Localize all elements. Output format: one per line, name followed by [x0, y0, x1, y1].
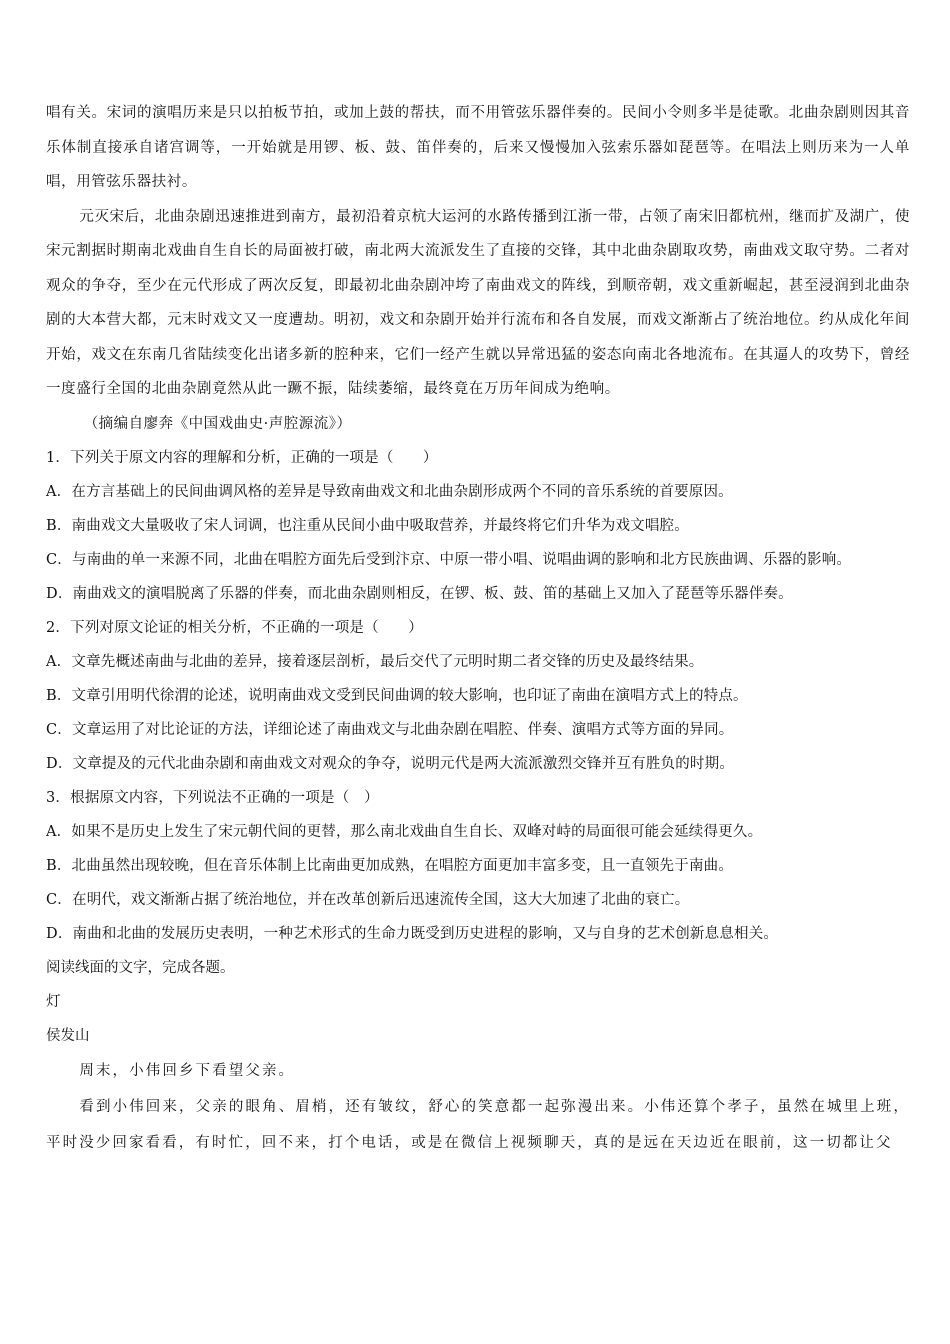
option-a: A．文章先概述南曲与北曲的差异，接着逐层剖析，最后交代了元明时期二者交锋的历史及最终结果。: [46, 653, 704, 670]
passage-source: （摘编自廖奔《中国戏曲史·声腔源流》）: [83, 415, 352, 432]
option-b: B．文章引用明代徐渭的论述，说明南曲戏文受到民间曲调的较大影响，也印证了南曲在演唱方式上的特点。: [46, 687, 748, 704]
story-author: 侯发山: [46, 1027, 90, 1044]
question-3: [46, 781, 910, 951]
option-a: A．如果不是历史上发生了宋元朝代间的更替，那么南北戏曲自生自长、双峰对峙的局面很可能会延续得更久。: [46, 823, 763, 840]
document-page: [46, 96, 910, 1161]
option-b: B．南曲戏文大量吸收了宋人词调，也注重从民间小曲中吸取营养，并最终将它们升华为戏文唱腔。: [46, 517, 689, 534]
option-d: D．南曲戏文的演唱脱离了乐器的伴奏，而北曲杂剧则相反，在锣、板、鼓、笛的基础上又加入了琵琶等乐器伴奏。: [46, 585, 793, 602]
option-c: C．文章运用了对比论证的方法，详细论述了南曲戏文与北曲杂剧在唱腔、伴奏、演唱方式等方面的异同。: [46, 721, 734, 738]
story-paragraph-2: 看到小伟回来，父亲的眼角、眉梢，还有皱纹，舒心的笑意都一起弥漫出来。小伟还算个孝子，虽然在城里上班，平时没少回家看看，有时忙，回不来，打个电话，或是在微信上视频聊天，真的是远在天边近在眼前，这一切都让父: [46, 1098, 910, 1151]
reading-passage: [46, 951, 910, 1161]
option-c: C．与南曲的单一来源不同，北曲在唱腔方面先后受到汴京、中原一带小唱、说唱曲调的影响和北方民族曲调、乐器的影响。: [46, 551, 852, 568]
option-c: C．在明代，戏文渐渐占据了统治地位，并在改革创新后迅速流传全国，这大大加速了北曲的衰亡。: [46, 891, 690, 908]
passage-paragraph-2: 元灭宋后，北曲杂剧迅速推进到南方，最初沿着京杭大运河的水路传播到江浙一带，占领了南宋旧都杭州，继而扩及湖广，使宋元割据时期南北戏曲自生自长的局面被打破，南北两大流派发生了直接的交锋，其中北曲杂剧取攻势，南曲戏文取守势。二者对观众的争夺，至少在元代形成了两次反复，即最初北曲杂剧冲垮了南曲戏文的阵线，到顺帝朝，戏文重新崛起，甚至浸润到北曲杂剧的大本营大都，元末时戏文又一度遭劫。明初，戏文和杂剧开始并行流布和各自发展，而戏文渐渐占了统治地位。约从成化年间开始，戏文在东南几省陆续变化出诸多新的腔种来，它们一经产生就以异常迅猛的姿态向南北各地流布。在其逼人的攻势下，曾经一度盛行全国的北曲杂剧竟然从此一蹶不振，陆续萎缩，最终竟在万历年间成为绝响。: [46, 208, 910, 397]
option-a: A．在方言基础上的民间曲调风格的差异是导致南曲戏文和北曲杂剧形成两个不同的音乐系统的首要原因。: [46, 483, 733, 500]
essay-passage: [46, 96, 910, 441]
question-stem: 3．根据原文内容，下列说法不正确的一项是（ ）: [46, 789, 379, 806]
passage-paragraph-1: 唱有关。宋词的演唱历来是只以拍板节拍，或加上鼓的帮扶，而不用管弦乐器伴奏的。民间小令则多半是徒歌。北曲杂剧则因其音乐体制直接承自诸宫调等，一开始就是用锣、板、鼓、笛伴奏的，后来又慢慢加入弦索乐器如琵琶等。在唱法上则历来为一人单唱，用管弦乐器扶衬。: [46, 105, 910, 190]
story-paragraph-1: 周末，小伟回乡下看望父亲。: [79, 1062, 296, 1079]
question-stem: 2．下列对原文论证的相关分析，不正确的一项是（ ）: [46, 619, 423, 636]
question-2: [46, 611, 910, 781]
story-title: 灯: [46, 993, 61, 1010]
option-d: D．南曲和北曲的发展历史表明，一种艺术形式的生命力既受到历史进程的影响，又与自身的艺术创新息息相关。: [46, 925, 779, 942]
question-1: [46, 441, 910, 611]
reading-instruction: 阅读线面的文字，完成各题。: [46, 959, 235, 976]
option-b: B．北曲虽然出现较晚，但在音乐体制上比南曲更加成熟，在唱腔方面更加丰富多变，且一直领先于南曲。: [46, 857, 734, 874]
question-stem: 1．下列关于原文内容的理解和分析，正确的一项是（ ）: [46, 449, 438, 466]
option-d: D．文章提及的元代北曲杂剧和南曲戏文对观众的争夺，说明元代是两大流派激烈交锋并互有胜负的时期。: [46, 755, 735, 772]
